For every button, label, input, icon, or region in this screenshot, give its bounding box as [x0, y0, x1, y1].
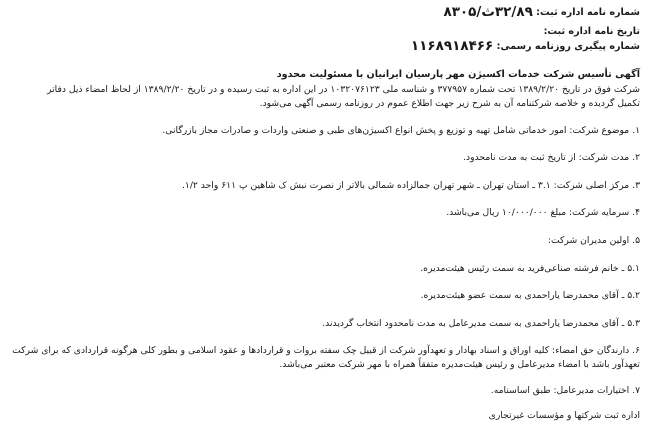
- item-company-duration: ۲. مدت شرکت: از تاریخ ثبت به مدت نامحدود.: [463, 152, 640, 163]
- item-director-1: ۵.۱ ـ خانم فرشته صناعی‌فرید به سمت رئیس هیئت‌مدیره.: [420, 263, 640, 274]
- registration-letter-date-row: [544, 26, 640, 38]
- item-ceo-powers: ۷. اختیارات مدیرعامل: طبق اساسنامه.: [490, 385, 640, 396]
- tracking-number-value: ۱۱۶۸۹۱۸۴۶۶: [410, 38, 494, 54]
- item-director-2: ۵.۲ ـ آقای محمدرضا یاراحمدی به سمت عضو هیئت‌مدیره.: [420, 290, 640, 301]
- item-signing-authority-line-2: تعهدآور باشد با امضاء مدیرعامل و رئیس هیئت‌مدیره متفقاً همراه با مهر شرکت معتبر می‌باشد.: [279, 359, 640, 370]
- issuing-office-footer: اداره ثبت شرکتها و مؤسسات غیرتجاری: [488, 410, 640, 421]
- notice-intro-line-1: شرکت فوق در تاریخ ۱۳۸۹/۲/۲۰ تحت شماره ۳۷۷۹۵۷ و شناسه ملی ۱۰۳۲۰۷۶۱۲۳ در این اداره به ثبت رسیده و در تاریخ ۱۳۸۹/۲/۲۰ از لحاظ امضاء ذیل دفاتر: [47, 84, 640, 95]
- item-director-3: ۵.۳ ـ آقای محمدرضا یاراحمدی به سمت مدیرعامل به مدت نامحدود انتخاب گردیدند.: [322, 318, 640, 329]
- registration-letter-date-label: تاریخ نامه اداره ثبت:: [543, 26, 640, 37]
- notice-title: آگهی تأسیس شرکت خدمات اکسیژن مهر پارسیان ایرانیان با مسئولیت محدود: [276, 69, 640, 80]
- tracking-number-row: [411, 40, 640, 53]
- registration-letter-number-row: [443, 6, 640, 19]
- item-directors-heading: ۵. اولین مدیران شرکت:: [547, 235, 640, 246]
- item-signing-authority-line-1: ۶. دارندگان حق امضاء: کلیه اوراق و اسناد بهادار و تعهدآور شرکت از قبیل چک سفته بروات و قراردادها و عقود اسلامی و بطور کلی هرگونه قراردادی که برای شرکت: [12, 345, 640, 356]
- notice-intro-line-2: تکمیل گردیده و خلاصه شرکتنامه آن به شرح زیر جهت اطلاع عموم در روزنامه رسمی آگهی می‌شود.: [259, 98, 640, 109]
- item-capital: ۴. سرمایه شرکت: مبلغ ۱۰/۰۰۰/۰۰۰ ریال می‌باشد.: [446, 207, 640, 218]
- item-company-subject: ۱. موضوع شرکت: امور خدماتی شامل تهیه و توزیع و پخش انواع اکسیژن‌های طبی و صنعتی واردات و صادرات مجاز بازرگانی.: [162, 125, 640, 136]
- registration-letter-number-label: شماره نامه اداره ثبت:: [536, 7, 640, 18]
- item-headquarters: ۳. مرکز اصلی شرکت: ۳.۱ ـ استان تهران ـ شهر تهران جمالزاده شمالی بالاتر از نصرت نبش ک شاهین پ ۶۱۱ واحد ۱/۲.: [181, 180, 640, 191]
- registration-letter-number-value: ۳۲/۸۹ث/۸۳۰۵: [443, 4, 533, 20]
- tracking-number-label: شماره پیگیری روزنامه رسمی:: [496, 41, 640, 52]
